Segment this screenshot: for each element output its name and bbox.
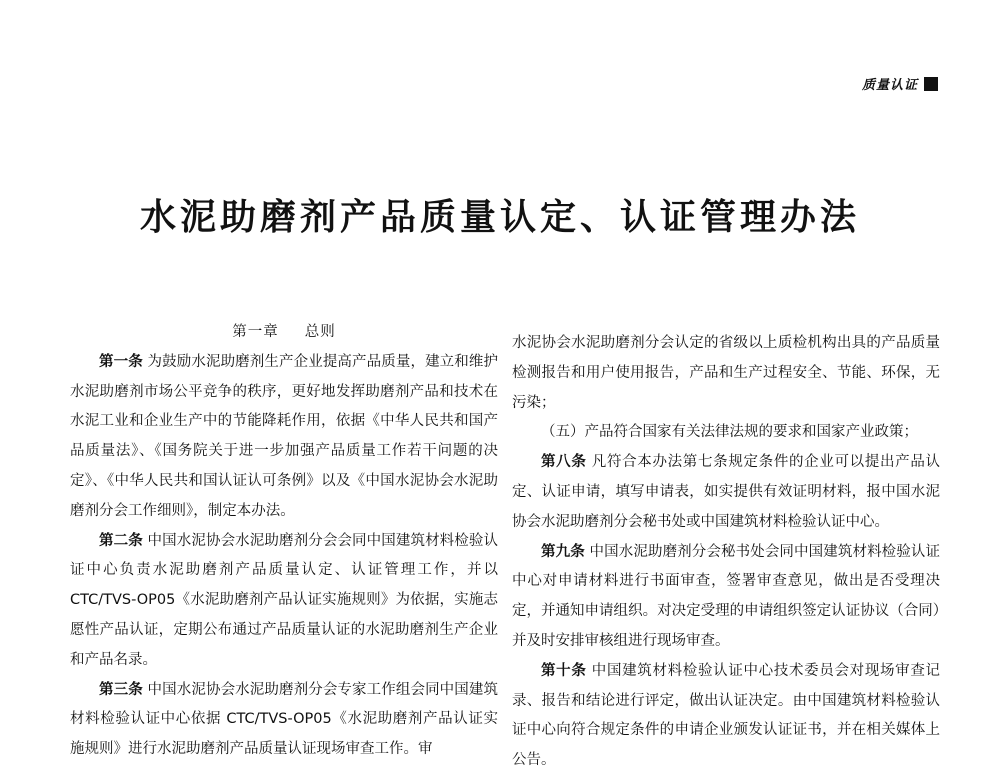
article-text: 中国建筑材料检验认证中心技术委员会对现场审查记录、报告和结论进行评定，做出认证决定。由中国建筑材料检验认证中心向符合规定条件的申请企业颁发认证证书，并在相关媒体上公告。 [512, 662, 941, 769]
article-3 [70, 676, 498, 765]
article-label: 第一条 [99, 353, 143, 370]
article-label: 第九条 [541, 543, 585, 560]
chapter-name: 总则 [304, 324, 336, 340]
document-title: 水泥助磨剂产品质量认定、认证管理办法 [139, 197, 860, 238]
article-text: 水泥协会水泥助磨剂分会认定的省级以上质检机构出具的产品质量检测报告和用户使用报告，产品和生产过程安全、节能、环保，无污染； [512, 335, 940, 411]
article-8 [512, 448, 940, 537]
article-text: 中国水泥协会水泥助磨剂分会专家工作组会同中国建筑材料检验认证中心依据 CTC/TVS-OP05《水泥助磨剂产品认证实施规则》进行水泥助磨剂产品质量认证现场审查工作。审 [70, 681, 499, 758]
chapter-number: 第一章 [232, 324, 279, 340]
article-label: 第八条 [541, 454, 587, 471]
article-label: 第三条 [99, 681, 143, 698]
left-column [70, 318, 498, 765]
article-10 [512, 657, 940, 776]
article-text: （五）产品符合国家有关法律法规的要求和国家产业政策； [541, 424, 918, 441]
chapter-heading [70, 318, 498, 348]
article-7-item-5 [512, 418, 940, 448]
square-bullet-icon [924, 77, 938, 91]
article-9 [512, 538, 940, 657]
article-text: 凡符合本办法第七条规定条件的企业可以提出产品认定、认证申请，填写申请表，如实提供有效证明材料，报中国水泥协会水泥助磨剂分会秘书处或中国建筑材料检验认证中心。 [512, 454, 941, 530]
article-text: 中国水泥助磨剂分会秘书处会同中国建筑材料检验认证中心对申请材料进行书面审查，签署审查意见，做出是否受理决定，并通知申请组织。对决定受理的申请组织签定认证协议（合同）并及时安排审核组进行现场审查。 [512, 543, 941, 649]
article-7-continued [512, 329, 940, 418]
article-text: 为鼓励水泥助磨剂生产企业提高产品质量，建立和维护水泥助磨剂市场公平竞争的秩序，更好地发挥助磨剂产品和技术在水泥工业和企业生产中的节能降耗作用，依据《中华人民共和国产品质量法》、《国务院关于进一步加强产品质量工作若干问题的决定》、《中华人民共和国认证认可条例》以及《中国水泥协会水泥助磨剂分会工作细则》，制定本办法。 [70, 353, 499, 519]
article-1 [70, 348, 498, 527]
running-header [862, 74, 938, 93]
right-column [512, 329, 940, 776]
article-text: 中国水泥协会水泥助磨剂分会会同中国建筑材料检验认证中心负责水泥助磨剂产品质量认定、认证管理工作，并以CTC/TVS-OP05《水泥助磨剂产品认证实施规则》为依据，实施志愿性产品认证，定期公布通过产品质量认证的水泥助磨剂生产企业和产品名录。 [70, 532, 499, 668]
article-2 [70, 527, 498, 676]
article-label: 第二条 [99, 532, 143, 549]
article-label: 第十条 [541, 662, 587, 679]
section-label: 质量认证 [861, 78, 918, 93]
